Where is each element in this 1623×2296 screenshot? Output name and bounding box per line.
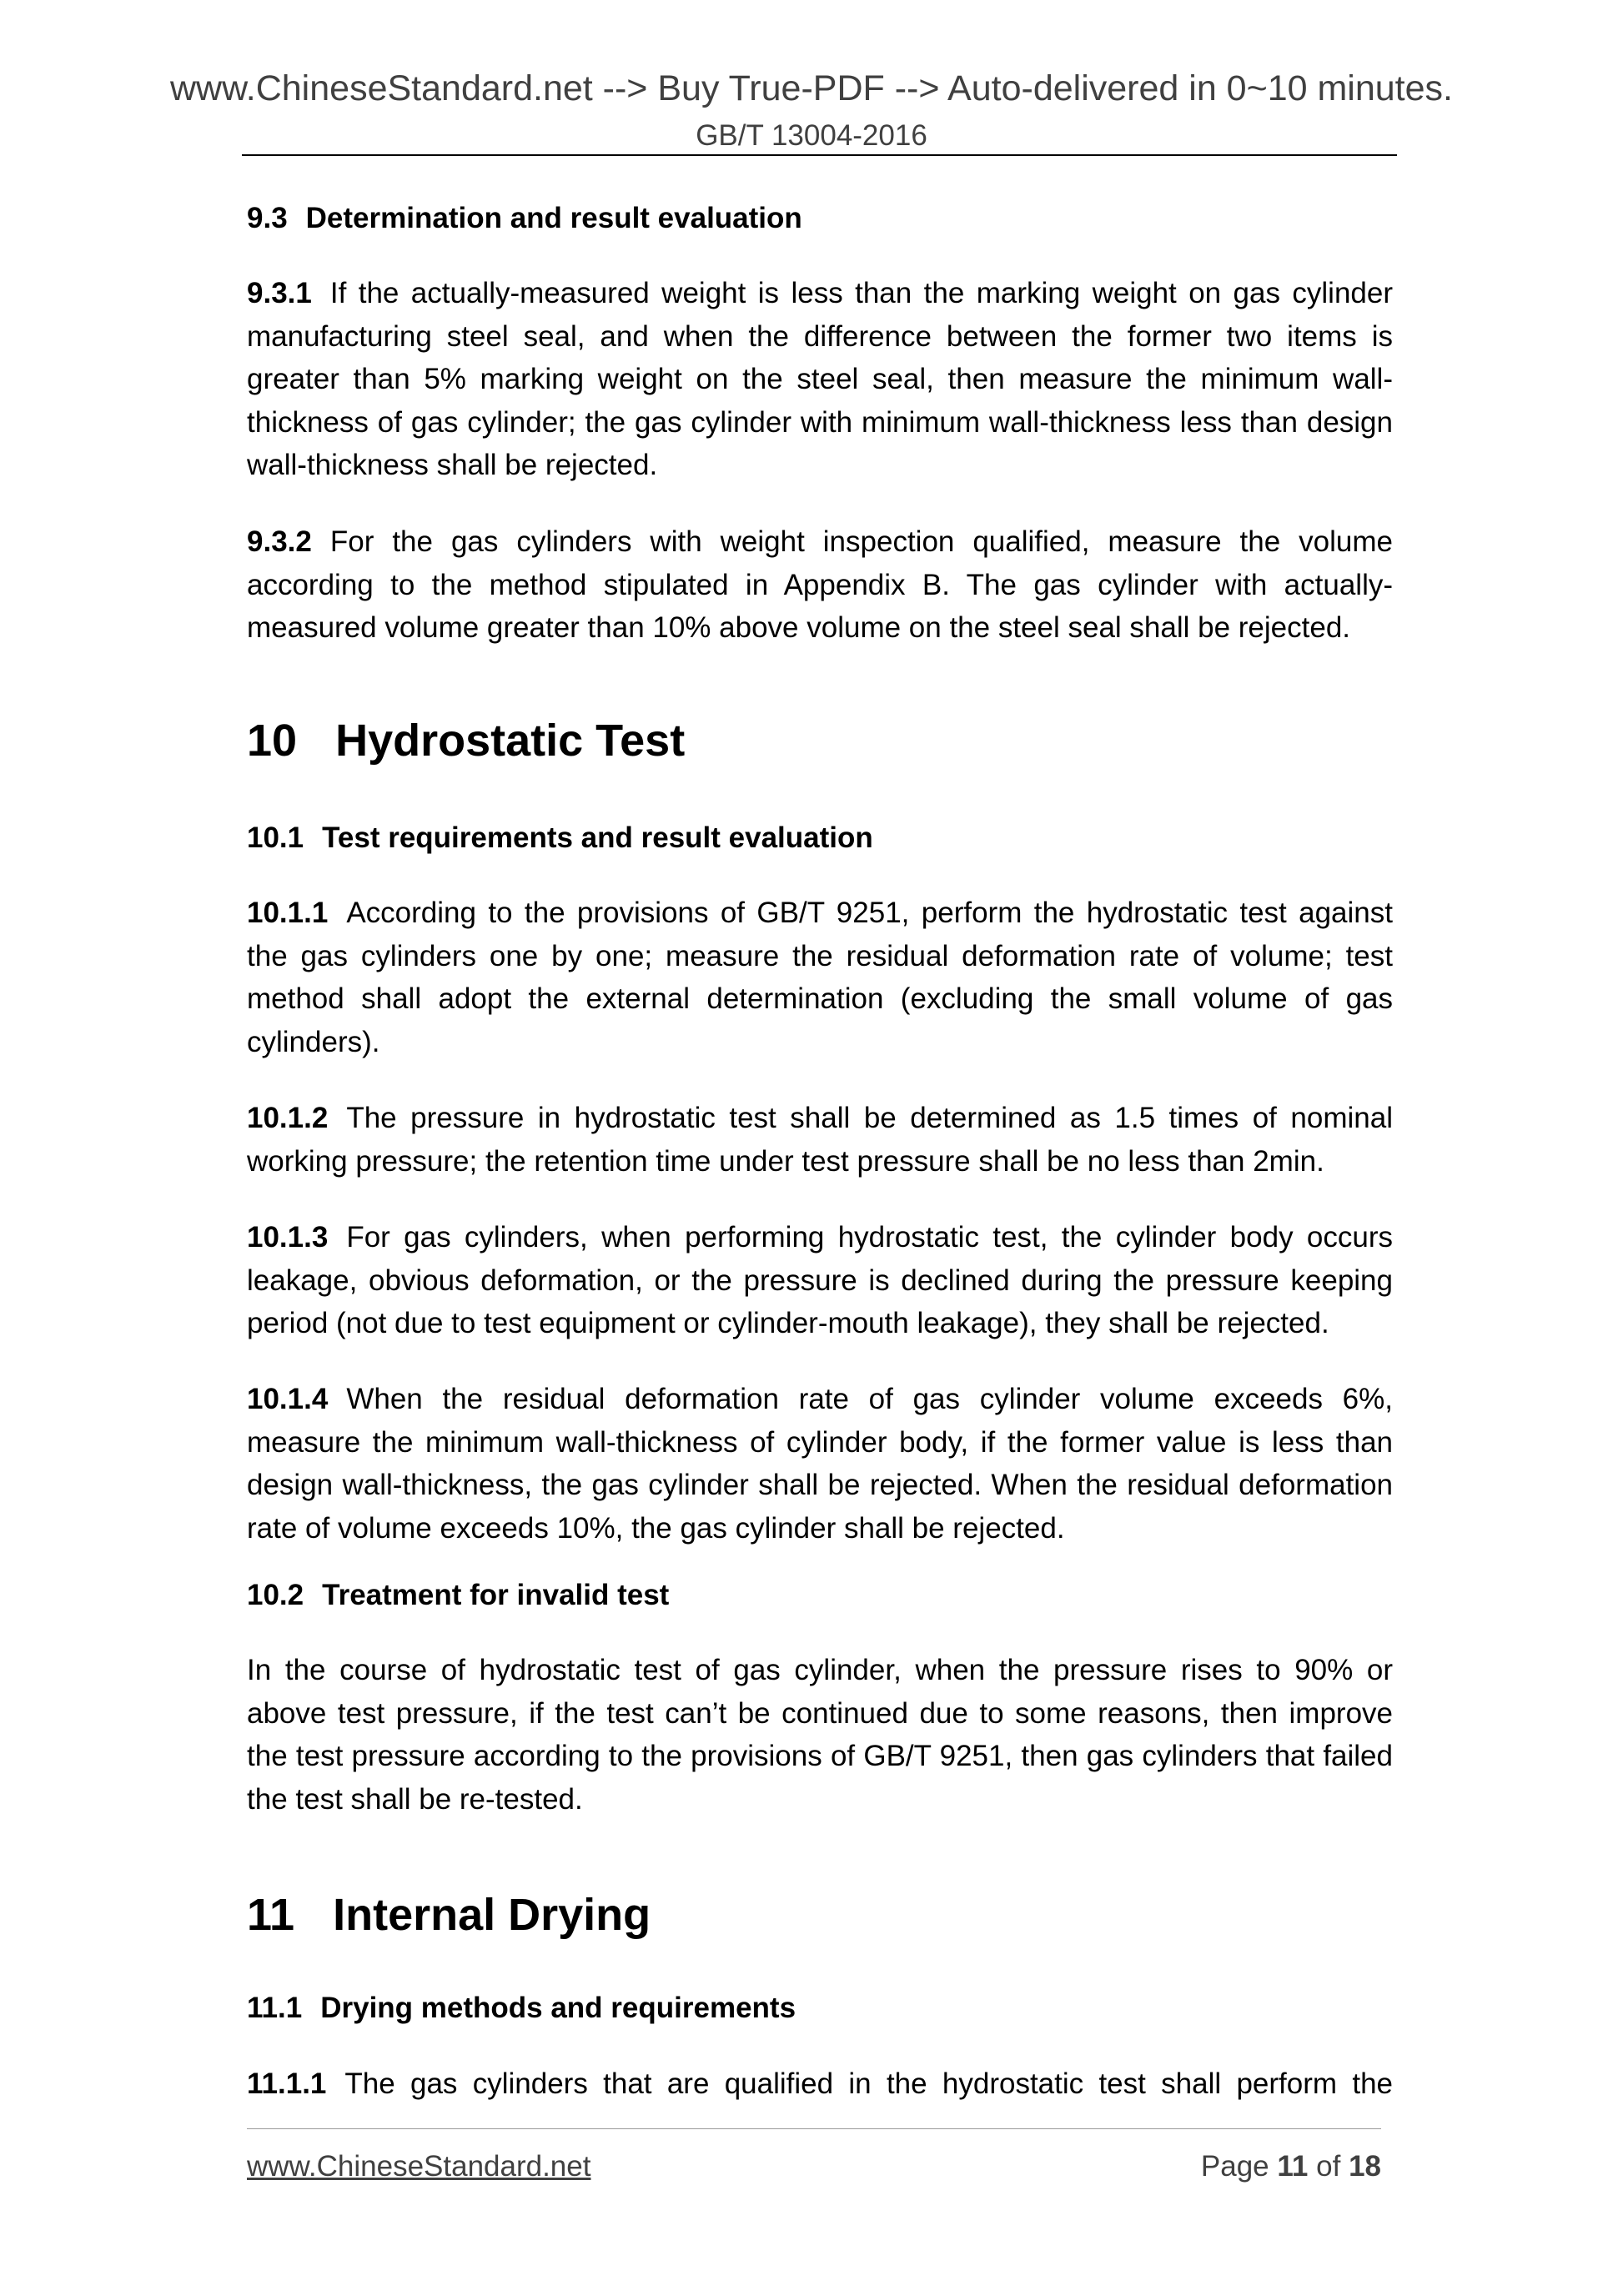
clause-text: The gas cylinders that are qualified in the hydrostatic test shall perform the bbox=[344, 2067, 1393, 2100]
heading-10-2 bbox=[247, 1577, 1393, 1614]
heading-title: Test requirements and result evaluation bbox=[322, 821, 873, 854]
clause-text: According to the provisions of GB/T 9251, perform the hydrostatic test against the gas cylinders one by one; measure the residual deformation rate of volume; test method shall adopt the external determination (excluding the small volume of gas cylinders). bbox=[247, 897, 1393, 1058]
heading-11-1 bbox=[247, 1990, 1393, 2027]
page-of: of bbox=[1316, 2150, 1341, 2183]
heading-number: 11.1 bbox=[247, 1992, 303, 2024]
paragraph-9-3-2 bbox=[247, 520, 1393, 650]
clause-number: 11.1.1 bbox=[247, 2067, 327, 2100]
footer-site-link[interactable]: www.ChineseStandard.net bbox=[247, 2150, 591, 2183]
paragraph-10-1-2 bbox=[247, 1097, 1393, 1183]
paragraph-11-1-1 bbox=[247, 2062, 1393, 2106]
clause-number: 10.1.2 bbox=[247, 1102, 329, 1134]
clause-number: 10.1.3 bbox=[247, 1221, 329, 1254]
clause-number: 9.3.1 bbox=[247, 277, 312, 309]
paragraph-9-3-1 bbox=[247, 272, 1393, 487]
header-banner: www.ChineseStandard.net --> Buy True-PDF --> Auto-delivered in 0~10 minutes. bbox=[169, 68, 1453, 108]
heading-title: Drying methods and requirements bbox=[320, 1992, 796, 2024]
clause-text: The pressure in hydrostatic test shall be determined as 1.5 times of nominal working pressure; the retention time under test pressure shall be no less than 2min. bbox=[247, 1102, 1393, 1178]
heading-title: Determination and result evaluation bbox=[305, 202, 802, 234]
header-divider bbox=[242, 154, 1397, 156]
clause-text: When the residual deformation rate of gas cylinder volume exceeds 6%, measure the minimum wall-thickness of cylinder body, if the former value is less than design wall-thickness, the gas cylinder shall be rejected. When the residual deformation rate of volume exceeds 10%, the gas cylinder shall be rejected. bbox=[247, 1383, 1393, 1545]
heading-number: 11 bbox=[247, 1890, 295, 1940]
page-current: 11 bbox=[1277, 2150, 1309, 2183]
paragraph-10-1-3 bbox=[247, 1216, 1393, 1345]
page-word: Page bbox=[1200, 2150, 1269, 2183]
heading-title: Hydrostatic Test bbox=[335, 716, 686, 766]
heading-9-3 bbox=[247, 200, 1393, 237]
heading-title: Treatment for invalid test bbox=[322, 1579, 670, 1611]
page-number bbox=[1201, 2148, 1381, 2185]
standard-code: GB/T 13004-2016 bbox=[696, 119, 927, 152]
clause-number: 10.1.4 bbox=[247, 1383, 329, 1415]
page-total: 18 bbox=[1349, 2150, 1381, 2183]
heading-number: 10.1 bbox=[247, 821, 304, 854]
clause-number: 9.3.2 bbox=[247, 525, 312, 558]
paragraph-10-1-4 bbox=[247, 1378, 1393, 1550]
heading-number: 10.2 bbox=[247, 1579, 304, 1611]
clause-number: 10.1.1 bbox=[247, 897, 329, 929]
heading-10-1 bbox=[247, 820, 1393, 857]
paragraph-10-2 bbox=[247, 1649, 1393, 1821]
heading-number: 9.3 bbox=[247, 202, 288, 234]
heading-title: Internal Drying bbox=[333, 1890, 651, 1940]
clause-text: In the course of hydrostatic test of gas cylinder, when the pressure rises to 90% or above test pressure, if the test can’t be continued due to some reasons, then improve the test pressure according to the provisions of GB/T 9251, then gas cylinders that failed the test shall be re-tested. bbox=[247, 1654, 1393, 1816]
clause-text: For gas cylinders, when performing hydrostatic test, the cylinder body occurs leakage, obvious deformation, or the pressure is declined during the pressure keeping period (not due to test equipment or cylinder-mouth leakage), they shall be rejected. bbox=[247, 1221, 1393, 1339]
clause-text: If the actually-measured weight is less than the marking weight on gas cylinder manufacturing steel seal, and when the difference between the former two items is greater than 5% marking weight on the steel seal, then measure the minimum wall-thickness of gas cylinder; the gas cylinder with minimum wall-thickness less than design wall-thickness shall be rejected. bbox=[247, 277, 1393, 481]
clause-text: For the gas cylinders with weight inspection qualified, measure the volume according to the method stipulated in Appendix B. The gas cylinder with actually-measured volume greater than 10% above volume on the steel seal shall be rejected. bbox=[247, 525, 1393, 644]
heading-11 bbox=[247, 1888, 1393, 1942]
paragraph-10-1-1 bbox=[247, 892, 1393, 1063]
heading-number: 10 bbox=[247, 716, 298, 766]
heading-10 bbox=[247, 714, 1393, 767]
footer-divider bbox=[247, 2128, 1381, 2129]
